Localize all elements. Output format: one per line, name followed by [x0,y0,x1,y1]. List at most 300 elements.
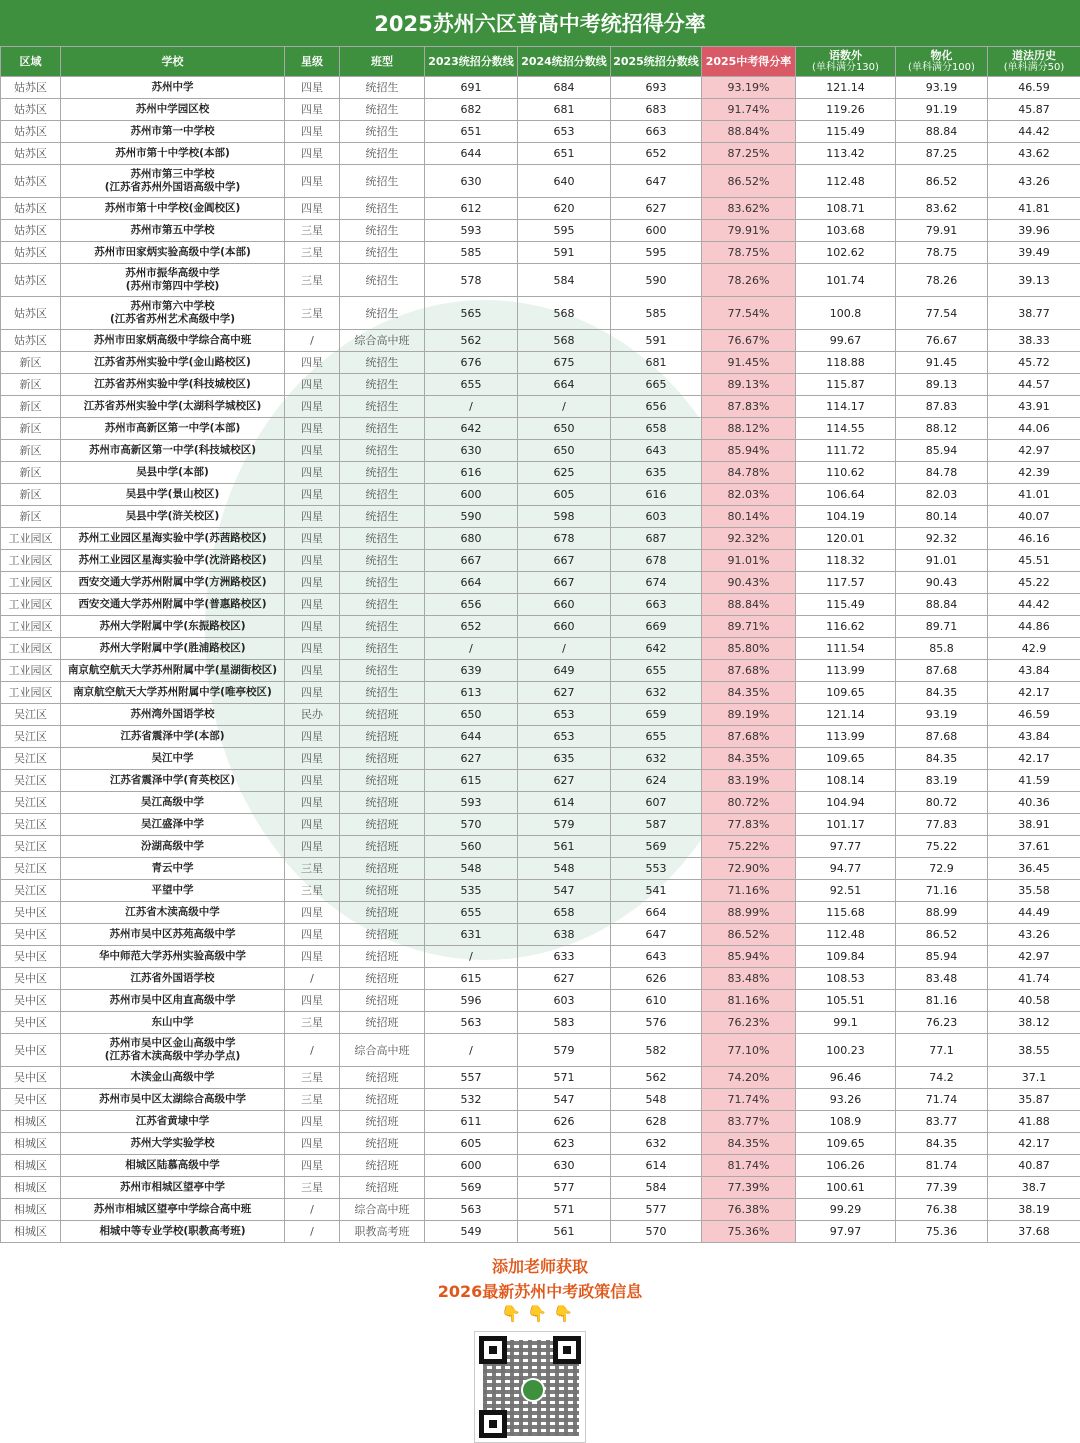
cell-mh: 46.59 [988,77,1080,99]
cell-pc: 77.1 [896,1034,988,1067]
cell-y25: 584 [611,1177,702,1199]
cell-y23: 569 [425,1177,518,1199]
cell-region: 姑苏区 [1,99,61,121]
cell-class: 综合高中班 [340,330,425,352]
cell-cme: 102.62 [796,242,896,264]
cell-cme: 104.19 [796,506,896,528]
header-cme-sub: (单科满分130) [812,61,879,73]
school-name-line: 苏州市振华高级中学 [125,267,220,279]
cell-y25: 693 [611,77,702,99]
cell-school: 苏州市第十中学校(本部) [61,143,285,165]
cell-region: 相城区 [1,1133,61,1155]
cell-school: 江苏省外国语学校 [61,968,285,990]
table-row [1,484,1080,506]
cell-pc: 88.99 [896,902,988,924]
cell-mh: 44.86 [988,616,1080,638]
cell-rate: 75.36% [702,1221,796,1243]
table-row [1,858,1080,880]
cell-mh: 39.13 [988,264,1080,297]
cell-region: 姑苏区 [1,242,61,264]
cell-rate: 81.16% [702,990,796,1012]
cell-class: 统招生 [340,374,425,396]
cell-rate: 82.03% [702,484,796,506]
cell-y23: 560 [425,836,518,858]
cell-mh: 38.33 [988,330,1080,352]
cell-y25: 664 [611,902,702,924]
cell-rate: 86.52% [702,924,796,946]
cell-region: 工业园区 [1,616,61,638]
cell-y23: 630 [425,440,518,462]
cell-star: 三星 [285,264,340,297]
cell-region: 吴中区 [1,1012,61,1034]
cell-school: 苏州市吴中区苏苑高级中学 [61,924,285,946]
cell-pc: 87.25 [896,143,988,165]
header-mh-sub: (单科满分50) [1003,61,1065,73]
cell-y24: 653 [518,726,611,748]
cell-mh: 44.06 [988,418,1080,440]
cell-cme: 113.99 [796,660,896,682]
cell-cme: 104.94 [796,792,896,814]
cell-y25: 576 [611,1012,702,1034]
cell-region: 姑苏区 [1,143,61,165]
cell-school: 西安交通大学苏州附属中学(方洲路校区) [61,572,285,594]
table-row [1,990,1080,1012]
cell-star: 四星 [285,572,340,594]
cell-y23: 613 [425,682,518,704]
cell-star: 四星 [285,748,340,770]
cell-mh: 43.26 [988,165,1080,198]
cell-star: 四星 [285,440,340,462]
table-row [1,946,1080,968]
cell-school: 江苏省苏州实验中学(科技城校区) [61,374,285,396]
cell-rate: 84.35% [702,1133,796,1155]
cell-rate: 85.80% [702,638,796,660]
cell-class: 统招生 [340,682,425,704]
cell-y23: 585 [425,242,518,264]
school-name-line: (江苏省木渎高级中学办学点) [104,1050,241,1062]
table-row [1,880,1080,902]
cell-cme: 112.48 [796,924,896,946]
cell-class: 统招生 [340,198,425,220]
cell-region: 吴江区 [1,792,61,814]
cell-star: 四星 [285,121,340,143]
cell-rate: 84.35% [702,748,796,770]
cell-pc: 90.43 [896,572,988,594]
cell-pc: 71.16 [896,880,988,902]
cell-star: 四星 [285,1155,340,1177]
cell-y24: 651 [518,143,611,165]
cell-cme: 108.53 [796,968,896,990]
cell-rate: 72.90% [702,858,796,880]
cell-cme: 115.49 [796,594,896,616]
cell-pc: 89.71 [896,616,988,638]
cell-class: 统招班 [340,880,425,902]
cell-star: / [285,1034,340,1067]
cell-school: 江苏省黄埭中学 [61,1111,285,1133]
cell-cme: 112.48 [796,165,896,198]
cell-class: 统招生 [340,484,425,506]
cell-mh: 37.68 [988,1221,1080,1243]
cell-cme: 115.49 [796,121,896,143]
table-row [1,77,1080,99]
cell-y25: 595 [611,242,702,264]
school-name-line: (苏州市第四中学校) [125,280,220,292]
cell-y25: 678 [611,550,702,572]
cell-y23: 578 [425,264,518,297]
cell-cme: 109.65 [796,748,896,770]
cell-region: 工业园区 [1,528,61,550]
cell-y25: 570 [611,1221,702,1243]
cell-cme: 118.88 [796,352,896,374]
cell-star: 民办 [285,704,340,726]
cell-pc: 84.35 [896,1133,988,1155]
cell-class: 统招生 [340,594,425,616]
table-row [1,1177,1080,1199]
cell-star: 四星 [285,165,340,198]
cell-rate: 89.71% [702,616,796,638]
cell-star: 四星 [285,946,340,968]
cell-y25: 553 [611,858,702,880]
cell-mh: 39.96 [988,220,1080,242]
cell-class: 统招班 [340,946,425,968]
table-row [1,242,1080,264]
cell-cme: 99.67 [796,330,896,352]
header-school: 学校 [61,47,285,77]
cell-cme: 109.65 [796,1133,896,1155]
cell-star: 四星 [285,616,340,638]
cell-y25: 607 [611,792,702,814]
cell-class: 统招生 [340,396,425,418]
header-chinese-math-english [796,47,896,77]
cell-class: 统招生 [340,440,425,462]
cell-mh: 35.58 [988,880,1080,902]
cell-y25: 635 [611,462,702,484]
cell-y24: 650 [518,418,611,440]
cell-rate: 79.91% [702,220,796,242]
cell-y24: / [518,396,611,418]
table-row [1,550,1080,572]
cell-cme: 109.65 [796,682,896,704]
cell-y24: 678 [518,528,611,550]
cell-y24: 635 [518,748,611,770]
cell-y24: 630 [518,1155,611,1177]
cell-class: 统招生 [340,528,425,550]
cell-school: 江苏省木渎高级中学 [61,902,285,924]
cell-y24: 595 [518,220,611,242]
cell-star: 四星 [285,638,340,660]
cell-y24: 584 [518,264,611,297]
cell-region: 工业园区 [1,550,61,572]
cell-rate: 88.84% [702,594,796,616]
cell-y24: 653 [518,704,611,726]
cell-school: 江苏省苏州实验中学(太湖科学城校区) [61,396,285,418]
cell-cme: 111.54 [796,638,896,660]
cell-rate: 89.13% [702,374,796,396]
cell-rate: 86.52% [702,165,796,198]
cell-cme: 100.61 [796,1177,896,1199]
header-star: 星级 [285,47,340,77]
cell-star: 三星 [285,1067,340,1089]
cell-star: 四星 [285,770,340,792]
cell-star: 四星 [285,77,340,99]
cell-class: 综合高中班 [340,1199,425,1221]
cell-pc: 85.8 [896,638,988,660]
cell-cme: 108.14 [796,770,896,792]
cell-y23: 535 [425,880,518,902]
cell-pc: 82.03 [896,484,988,506]
cell-pc: 85.94 [896,440,988,462]
cell-star: 四星 [285,594,340,616]
cell-y25: 627 [611,198,702,220]
cell-rate: 78.26% [702,264,796,297]
cell-y25: 624 [611,770,702,792]
cell-mh: 41.74 [988,968,1080,990]
cell-region: 新区 [1,506,61,528]
cell-mh: 38.7 [988,1177,1080,1199]
cell-cme: 120.01 [796,528,896,550]
cell-region: 新区 [1,418,61,440]
cell-class: 统招班 [340,1177,425,1199]
cell-region: 新区 [1,352,61,374]
cell-rate: 78.75% [702,242,796,264]
cell-cme: 114.55 [796,418,896,440]
cell-y25: 655 [611,660,702,682]
cell-star: 四星 [285,1111,340,1133]
cell-rate: 91.45% [702,352,796,374]
cell-region: 吴中区 [1,946,61,968]
qr-finder-bottom-left [479,1410,507,1438]
cell-y24: 571 [518,1199,611,1221]
cell-school: 吴县中学(景山校区) [61,484,285,506]
cell-cme: 114.17 [796,396,896,418]
cell-region: 吴中区 [1,1067,61,1089]
school-name-line: 苏州市第六中学校 [130,300,215,312]
cell-y23: 548 [425,858,518,880]
cell-cme: 96.46 [796,1067,896,1089]
cell-y25: 652 [611,143,702,165]
cell-cme: 99.1 [796,1012,896,1034]
cell-y24: 658 [518,902,611,924]
cell-y24: 667 [518,550,611,572]
cell-y24: 640 [518,165,611,198]
cell-y23: 549 [425,1221,518,1243]
cell-y24: 547 [518,1089,611,1111]
cell-school [61,1034,285,1067]
cell-y25: 577 [611,1199,702,1221]
cell-y25: 582 [611,1034,702,1067]
cell-star: 四星 [285,528,340,550]
cell-pc: 77.54 [896,297,988,330]
cell-y23: 590 [425,506,518,528]
cell-y25: 647 [611,165,702,198]
cell-y25: 656 [611,396,702,418]
cell-y25: 591 [611,330,702,352]
table-row [1,572,1080,594]
cell-class: 统招生 [340,572,425,594]
cell-star: 四星 [285,143,340,165]
cell-cme: 110.62 [796,462,896,484]
cell-rate: 87.25% [702,143,796,165]
cell-rate: 83.77% [702,1111,796,1133]
cell-region: 相城区 [1,1155,61,1177]
cell-y25: 683 [611,99,702,121]
cell-star: 四星 [285,1133,340,1155]
cell-rate: 77.39% [702,1177,796,1199]
cell-pc: 77.39 [896,1177,988,1199]
cell-y25: 632 [611,682,702,704]
cell-y23: 532 [425,1089,518,1111]
cell-y24: 548 [518,858,611,880]
cell-y25: 663 [611,121,702,143]
pointing-down-icons: 👇👇👇 [501,1304,579,1323]
cell-rate: 76.67% [702,330,796,352]
cell-region: 新区 [1,374,61,396]
cell-rate: 85.94% [702,946,796,968]
cell-y23: 691 [425,77,518,99]
cell-y24: 561 [518,1221,611,1243]
cell-region: 工业园区 [1,638,61,660]
header-2024-line: 2024统招分数线 [518,47,611,77]
cell-region: 吴中区 [1,902,61,924]
cell-y25: 569 [611,836,702,858]
table-row [1,726,1080,748]
cell-school: 苏州市田家炳实验高级中学(本部) [61,242,285,264]
cell-pc: 93.19 [896,704,988,726]
cell-class: 统招生 [340,660,425,682]
cell-y24: 598 [518,506,611,528]
cell-cme: 105.51 [796,990,896,1012]
cell-pc: 87.68 [896,726,988,748]
cell-y23: 615 [425,770,518,792]
cell-star: / [285,1199,340,1221]
cell-pc: 92.32 [896,528,988,550]
cell-y23: 642 [425,418,518,440]
cell-class: 统招生 [340,506,425,528]
cell-region: 吴江区 [1,880,61,902]
cell-y25: 642 [611,638,702,660]
table-row [1,462,1080,484]
cell-region: 吴中区 [1,1089,61,1111]
cell-school: 苏州工业园区星海实验中学(苏茜路校区) [61,528,285,550]
cell-star: / [285,330,340,352]
cell-rate: 80.14% [702,506,796,528]
cell-class: 统招生 [340,77,425,99]
cell-mh: 43.26 [988,924,1080,946]
cell-mh: 39.49 [988,242,1080,264]
cell-y23: / [425,1034,518,1067]
cell-region: 工业园区 [1,594,61,616]
cell-mh: 42.97 [988,946,1080,968]
table-row [1,814,1080,836]
cell-y23: 630 [425,165,518,198]
cell-school: 吴江高级中学 [61,792,285,814]
cell-region: 吴江区 [1,814,61,836]
cell-star: 四星 [285,902,340,924]
cell-class: 统招班 [340,770,425,792]
cell-school: 苏州市第五中学校 [61,220,285,242]
cell-region: 姑苏区 [1,264,61,297]
table-row [1,924,1080,946]
cell-cme: 92.51 [796,880,896,902]
table-row [1,1012,1080,1034]
cell-mh: 38.19 [988,1199,1080,1221]
cell-y23: 593 [425,792,518,814]
table-row [1,143,1080,165]
cell-region: 新区 [1,440,61,462]
cell-y23: 627 [425,748,518,770]
cell-rate: 87.68% [702,660,796,682]
score-table [0,46,1080,1243]
cell-y25: 548 [611,1089,702,1111]
cell-school [61,264,285,297]
cell-pc: 78.75 [896,242,988,264]
cell-pc: 76.23 [896,1012,988,1034]
cell-school: 苏州湾外国语学校 [61,704,285,726]
cell-star: 四星 [285,484,340,506]
qr-code[interactable] [474,1331,586,1443]
cell-pc: 83.77 [896,1111,988,1133]
cell-school: 江苏省震泽中学(育英校区) [61,770,285,792]
cell-class: 统招班 [340,704,425,726]
cell-y24: 633 [518,946,611,968]
cell-class: 统招生 [340,638,425,660]
cell-y25: 665 [611,374,702,396]
cell-region: 姑苏区 [1,121,61,143]
cell-mh: 42.17 [988,682,1080,704]
cell-region: 工业园区 [1,572,61,594]
cell-region: 吴江区 [1,726,61,748]
cell-class: 统招生 [340,418,425,440]
cell-y23: 615 [425,968,518,990]
cell-star: 四星 [285,924,340,946]
cell-rate: 74.20% [702,1067,796,1089]
table-row [1,506,1080,528]
cell-rate: 91.01% [702,550,796,572]
cell-region: 吴江区 [1,858,61,880]
cell-rate: 83.19% [702,770,796,792]
cell-pc: 85.94 [896,946,988,968]
cell-mh: 41.59 [988,770,1080,792]
header-2025-rate: 2025中考得分率 [702,47,796,77]
cell-y25: 632 [611,748,702,770]
cell-region: 工业园区 [1,682,61,704]
cell-region: 吴江区 [1,704,61,726]
table-row [1,902,1080,924]
cell-rate: 84.35% [702,682,796,704]
cell-y25: 674 [611,572,702,594]
header-class-type: 班型 [340,47,425,77]
cell-y25: 632 [611,1133,702,1155]
cell-rate: 77.54% [702,297,796,330]
cell-star: 四星 [285,814,340,836]
cell-y23: 563 [425,1199,518,1221]
cell-pc: 89.13 [896,374,988,396]
cell-pc: 87.83 [896,396,988,418]
cell-class: 统招班 [340,1089,425,1111]
table-row [1,660,1080,682]
cell-mh: 44.49 [988,902,1080,924]
cell-y23: 680 [425,528,518,550]
school-name-line: 苏州市第三中学校 [130,168,215,180]
cell-class: 统招班 [340,836,425,858]
cell-mh: 38.77 [988,297,1080,330]
cell-cme: 111.72 [796,440,896,462]
cell-y23: 651 [425,121,518,143]
qr-finder-top-right [553,1336,581,1364]
cell-pc: 75.36 [896,1221,988,1243]
cell-star: 三星 [285,880,340,902]
cell-mh: 42.9 [988,638,1080,660]
